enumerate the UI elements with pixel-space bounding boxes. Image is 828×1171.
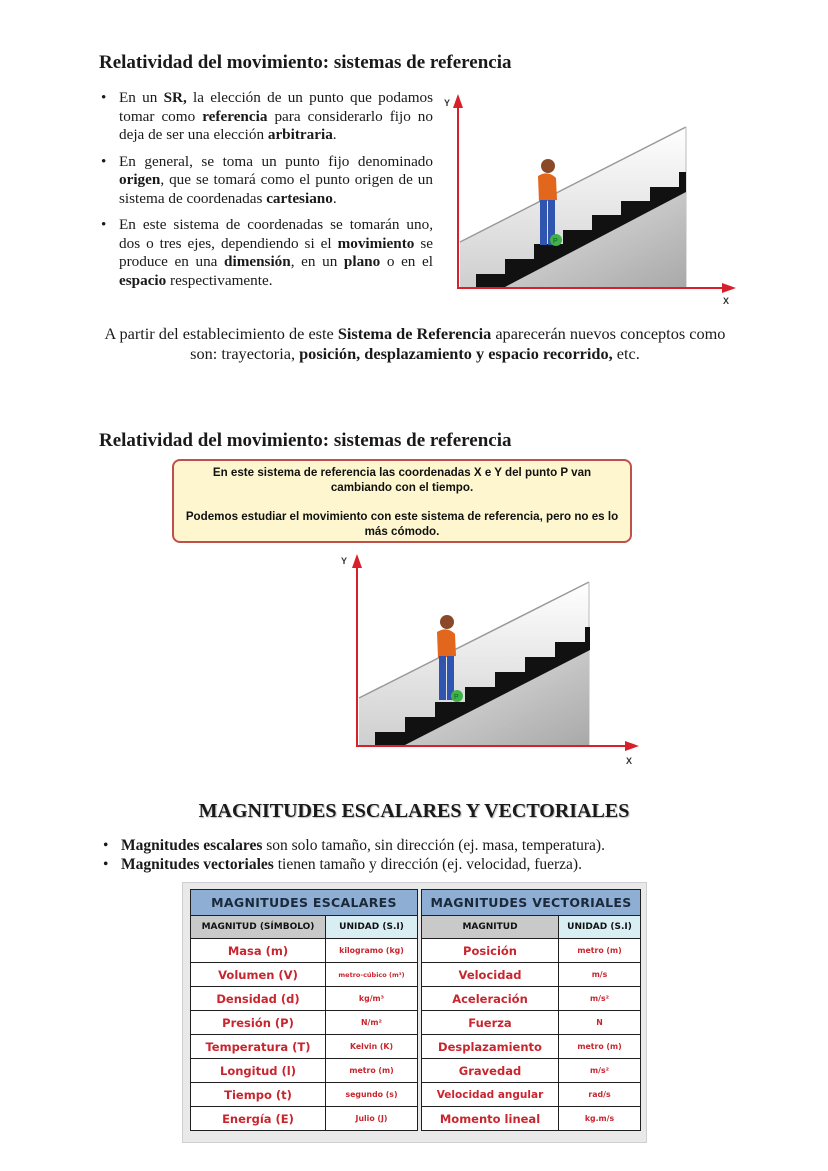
table-row: Masa (m) kilogramo (kg) [191,939,418,963]
table-caption: MAGNITUDES VECTORIALES [422,890,641,916]
staircase-illustration [333,552,643,770]
section-title: Relatividad del movimiento: sistemas de referencia [99,430,512,451]
table-row: Desplazamiento metro (m) [422,1035,641,1059]
vector-table [421,889,641,1131]
bullet-item: • En general, se toma un punto fijo denominado origen, que se tomará como el punto origen de un sistema de coordenadas cartesiano. [99,153,433,209]
y-axis-label: Y [444,98,451,108]
table-row: Velocidad angular rad/s [422,1083,641,1107]
staircase-illustration [440,92,740,310]
column-header: UNIDAD (S.I) [559,916,641,939]
table-row: Volumen (V) metro-cúbico (m³) [191,963,418,987]
section-title: MAGNITUDES ESCALARES Y VECTORIALES [198,800,630,822]
column-header: MAGNITUD (SÍMBOLO) [191,916,326,939]
x-axis-label: X [723,296,730,306]
table-row: Aceleración m/s² [422,987,641,1011]
column-header: MAGNITUD [422,916,559,939]
intro-paragraph: A partir del establecimiento de este Sistema de Referencia aparecerán nuevos conceptos como son: trayectoria, posición, desplazamiento y espacio recorrido, etc. [104,324,726,363]
bullet-list [99,89,433,298]
table-row: Temperatura (T) Kelvin (K) [191,1035,418,1059]
table-row: Energía (E) Julio (J) [191,1107,418,1131]
table-row: Momento lineal kg.m/s [422,1107,641,1131]
callout-line: Podemos estudiar el movimiento con este sistema de referencia, pero no es lo más cómodo. [185,510,619,538]
table-row: Posición metro (m) [422,939,641,963]
svg-text:P: P [454,694,459,701]
bullet-list [101,836,721,874]
x-axis-label: X [626,756,633,766]
bullet-item: • En un SR, la elección de un punto que podamos tomar como referencia para considerarlo fijo no deja de ser una elección arbitraria. [99,89,433,145]
staircase-figure [440,92,740,310]
y-axis-label: Y [341,556,348,566]
table-caption: MAGNITUDES ESCALARES [191,890,418,916]
callout-line: En este sistema de referencia las coordenadas X e Y del punto P van cambiando con el tiempo. [212,466,592,494]
table-row: Longitud (l) metro (m) [191,1059,418,1083]
table-row: Velocidad m/s [422,963,641,987]
magnitudes-tables [182,882,647,1143]
column-header: UNIDAD (S.I) [326,916,418,939]
bullet-item: • Magnitudes escalares son solo tamaño, sin dirección (ej. masa, temperatura). [101,836,721,855]
bullet-item: • En este sistema de coordenadas se tomarán uno, dos o tres ejes, dependiendo si el movimiento se produce en una dimensión, en un plano o en el espacio respectivamente. [99,216,433,290]
svg-text:P: P [553,238,558,245]
bullet-item: • Magnitudes vectoriales tienen tamaño y dirección (ej. velocidad, fuerza). [101,855,721,874]
table-row: Densidad (d) kg/m³ [191,987,418,1011]
table-row: Gravedad m/s² [422,1059,641,1083]
staircase-figure [333,552,643,770]
info-callout [172,459,632,543]
scalar-table [190,889,418,1131]
table-row: Fuerza N [422,1011,641,1035]
table-row: Tiempo (t) segundo (s) [191,1083,418,1107]
table-row: Presión (P) N/m² [191,1011,418,1035]
section-title: Relatividad del movimiento: sistemas de referencia [99,52,512,73]
